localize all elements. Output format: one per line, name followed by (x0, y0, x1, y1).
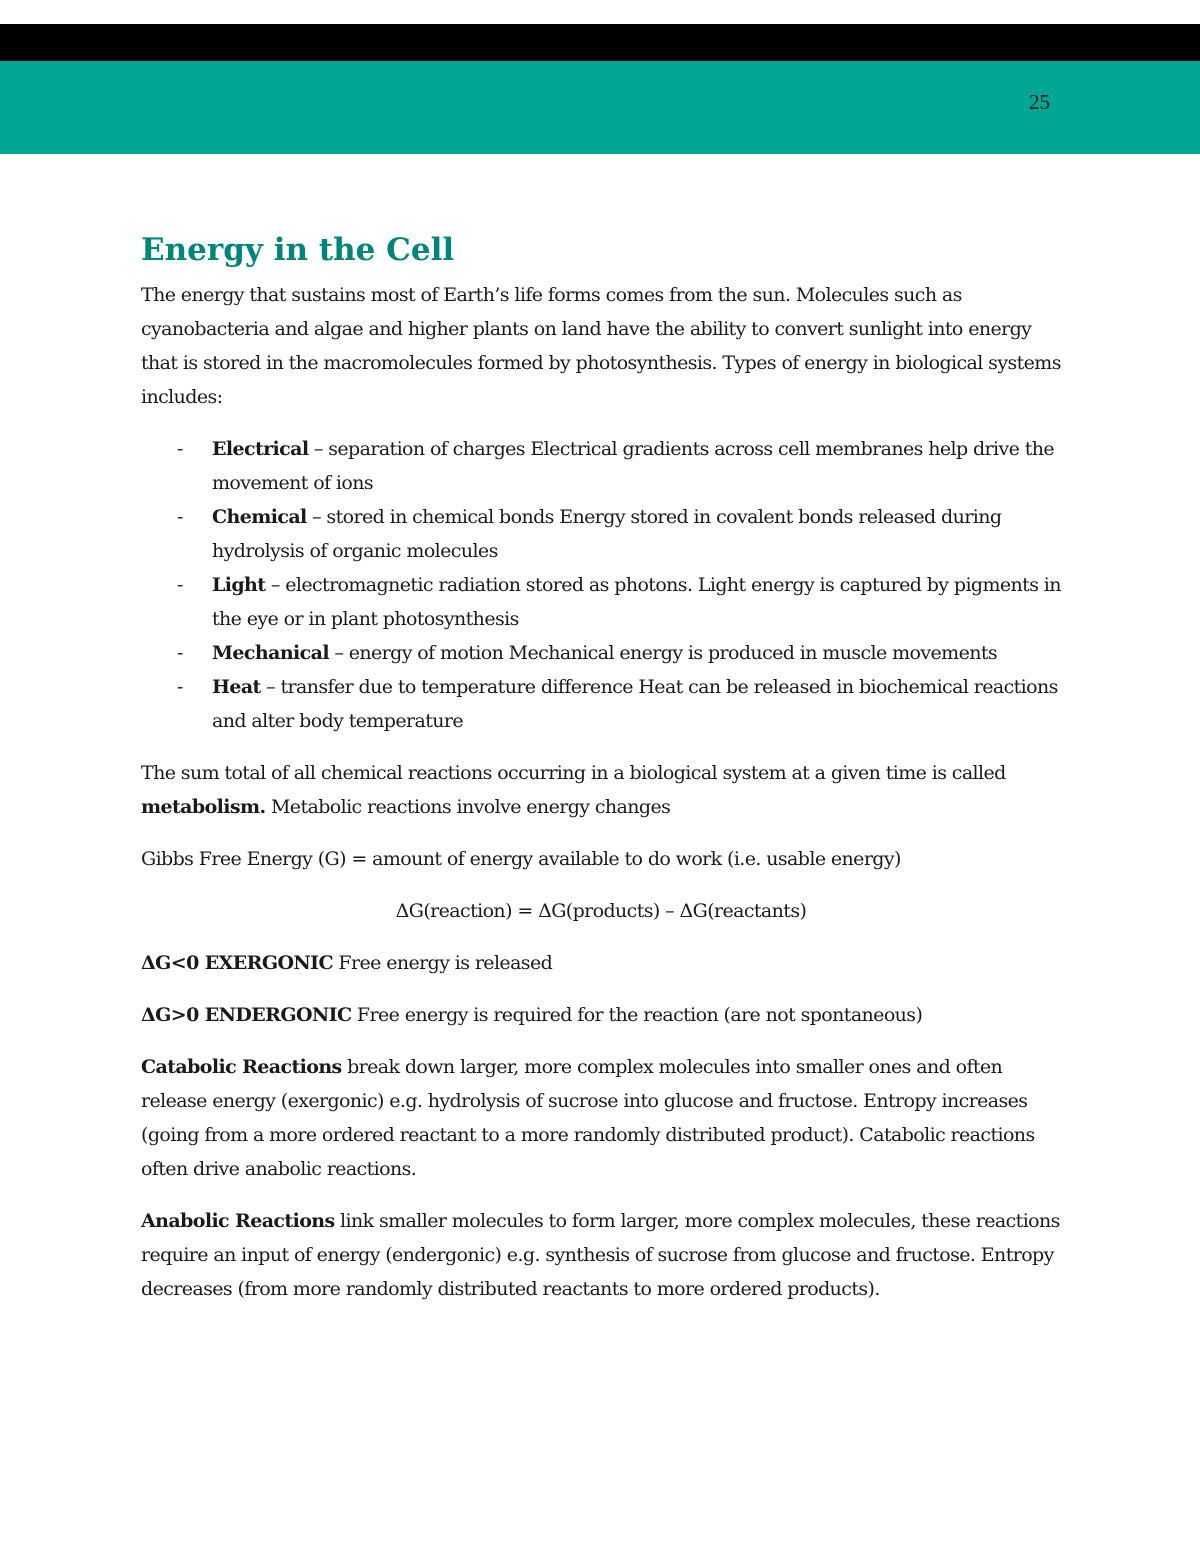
energy-types-list (141, 432, 1061, 738)
gibbs-definition: Gibbs Free Energy (G) = amount of energy available to do work (i.e. usable energy) (141, 848, 901, 870)
page-body (141, 228, 1061, 1324)
term-heat: Heat (212, 676, 261, 698)
endergonic-text: Free energy is required for the reaction (are not spontaneous) (351, 1004, 923, 1026)
metabolism-post: Metabolic reactions involve energy changes (265, 796, 671, 818)
term-mechanical: Mechanical (212, 642, 329, 664)
bullet-dash: - (177, 438, 183, 460)
exergonic-line (141, 946, 1061, 980)
catabolic-text: break down larger, more complex molecules into smaller ones and often release energy (exergonic) e.g. hydrolysis of sucrose into glucose and fructose. Entropy increases (going from a more ordered reactant to a more randomly distributed product). Catabolic reactions often drive anabolic reactions. (141, 1056, 1035, 1180)
bullet-dash: - (177, 574, 183, 596)
anabolic-paragraph (141, 1204, 1061, 1306)
desc-heat: – transfer due to temperature difference Heat can be released in biochemical reactions and alter body temperature (212, 676, 1058, 732)
metabolism-pre: The sum total of all chemical reactions occurring in a biological system at a given time is called (141, 762, 1006, 784)
header-teal-band (0, 61, 1200, 154)
catabolic-paragraph (141, 1050, 1061, 1186)
exergonic-term: ΔG<0 EXERGONIC (141, 952, 333, 974)
header-black-bar (0, 24, 1200, 61)
term-electrical: Electrical (212, 438, 309, 460)
page-number: 25 (1029, 90, 1050, 114)
endergonic-line (141, 998, 1061, 1032)
anabolic-term: Anabolic Reactions (141, 1210, 335, 1232)
list-item-heat (141, 670, 1061, 738)
catabolic-term: Catabolic Reactions (141, 1056, 342, 1078)
exergonic-text: Free energy is released (332, 952, 553, 974)
endergonic-term: ΔG>0 ENDERGONIC (141, 1004, 352, 1026)
bullet-dash: - (177, 506, 183, 528)
bullet-dash: - (177, 642, 183, 664)
desc-electrical: – separation of charges Electrical gradients across cell membranes help drive the movement of ions (212, 438, 1055, 494)
metabolism-paragraph (141, 756, 1061, 824)
metabolism-term: metabolism. (141, 796, 266, 818)
list-item-light (141, 568, 1061, 636)
desc-light: – electromagnetic radiation stored as photons. Light energy is captured by pigments in the eye or in plant photosynthesis (212, 574, 1061, 630)
anabolic-text: link smaller molecules to form larger, more complex molecules, these reactions require an input of energy (endergonic) e.g. synthesis of sucrose from glucose and fructose. Entropy decreases (from more randomly distributed reactants to more ordered products). (141, 1210, 1060, 1300)
desc-chemical: – stored in chemical bonds Energy stored in covalent bonds released during hydrolysis of organic molecules (212, 506, 1002, 562)
list-item-chemical (141, 500, 1061, 568)
bullet-dash: - (177, 676, 183, 698)
desc-mechanical: – energy of motion Mechanical energy is produced in muscle movements (328, 642, 998, 664)
gibbs-equation: ΔG(reaction) = ΔG(products) – ΔG(reactants) (395, 900, 807, 922)
intro-paragraph: The energy that sustains most of Earth’s life forms comes from the sun. Molecules such as cyanobacteria and algae and higher plants on land have the ability to convert sunlight into energy that is stored in the macromolecules formed by photosynthesis. Types of energy in biological systems includes: (141, 284, 1061, 408)
list-item-mechanical (141, 636, 1061, 670)
term-light: Light (212, 574, 266, 596)
page-title: Energy in the Cell (141, 232, 455, 268)
list-item-electrical (141, 432, 1061, 500)
term-chemical: Chemical (212, 506, 307, 528)
